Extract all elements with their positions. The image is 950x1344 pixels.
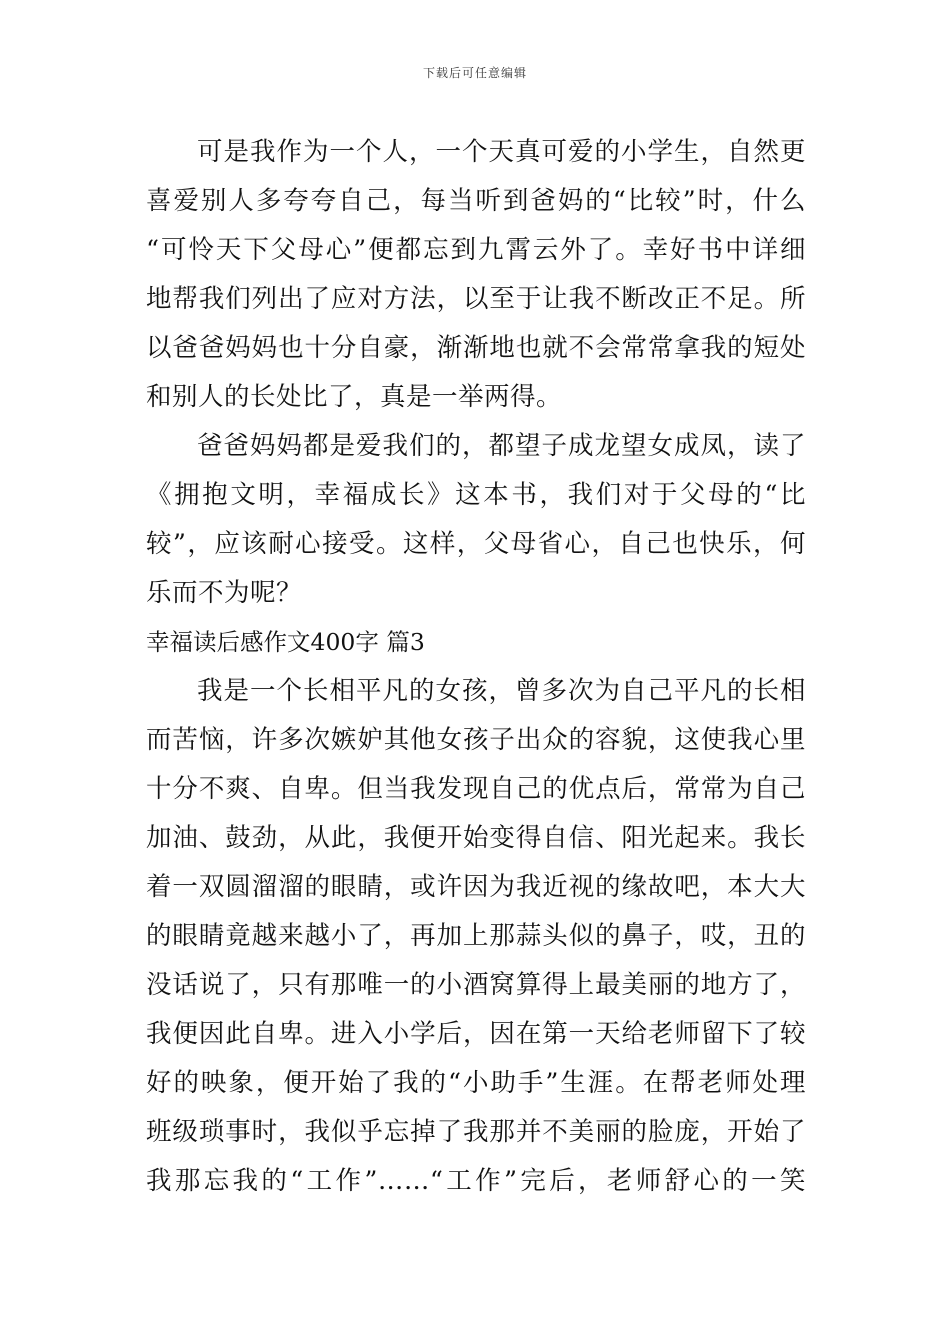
- document-body: [146, 128, 806, 1206]
- text-line: 可是我作为一个人，一个天真可爱的小学生，自然更: [197, 137, 806, 167]
- text-line: 着一双圆溜溜的眼睛，或许因为我近视的缘故吧，本大大: [146, 872, 806, 902]
- text-line: 和别人的长处比了，真是一举两得。: [146, 382, 563, 412]
- text-line: 我便因此自卑。进入小学后，因在第一天给老师留下了较: [146, 1019, 806, 1049]
- text-line: 我那忘我的“工作”……“工作”完后，老师舒心的一笑: [146, 1166, 806, 1196]
- paragraph-2: [146, 422, 806, 618]
- text-line: “可怜天下父母心”便都忘到九霄云外了。幸好书中详细: [146, 235, 806, 265]
- paragraph-1: [146, 128, 806, 422]
- text-line: 地帮我们列出了应对方法，以至于让我不断改正不足。所: [146, 284, 806, 314]
- text-line: 我是一个长相平凡的女孩，曾多次为自己平凡的长相: [197, 676, 806, 706]
- text-line: 十分不爽、自卑。但当我发现自己的优点后，常常为自己: [146, 774, 806, 804]
- text-line: 以爸爸妈妈也十分自豪，渐渐地也就不会常常拿我的短处: [146, 333, 806, 363]
- paragraph-3: [146, 667, 806, 1206]
- page-header: 下载后可任意编辑: [422, 66, 527, 80]
- text-line: 好的映象，便开始了我的“小助手”生涯。在帮老师处理: [146, 1068, 806, 1098]
- text-line: 爸爸妈妈都是爱我们的，都望子成龙望女成凤，读了: [197, 431, 806, 461]
- text-line: 没话说了，只有那唯一的小酒窝算得上最美丽的地方了，: [146, 970, 806, 1000]
- text-line: 喜爱别人多夸夸自己，每当听到爸妈的“比较”时，什么: [146, 186, 806, 216]
- text-line: 而苦恼，许多次嫉妒其他女孩子出众的容貌，这使我心里: [146, 725, 806, 755]
- text-line: 乐而不为呢？: [146, 578, 303, 608]
- text-line: 加油、鼓劲，从此，我便开始变得自信、阳光起来。我长: [146, 823, 806, 853]
- text-line: 《拥抱文明，幸福成长》这本书，我们对于父母的“比: [146, 480, 806, 510]
- section-heading: 幸福读后感作文400字 篇3: [146, 628, 425, 656]
- text-line: 班级琐事时，我似乎忘掉了我那并不美丽的脸庞，开始了: [146, 1117, 806, 1147]
- text-line: 的眼睛竟越来越小了，再加上那蒜头似的鼻子，哎，丑的: [146, 921, 806, 951]
- text-line: 较”，应该耐心接受。这样，父母省心，自己也快乐，何: [146, 529, 806, 559]
